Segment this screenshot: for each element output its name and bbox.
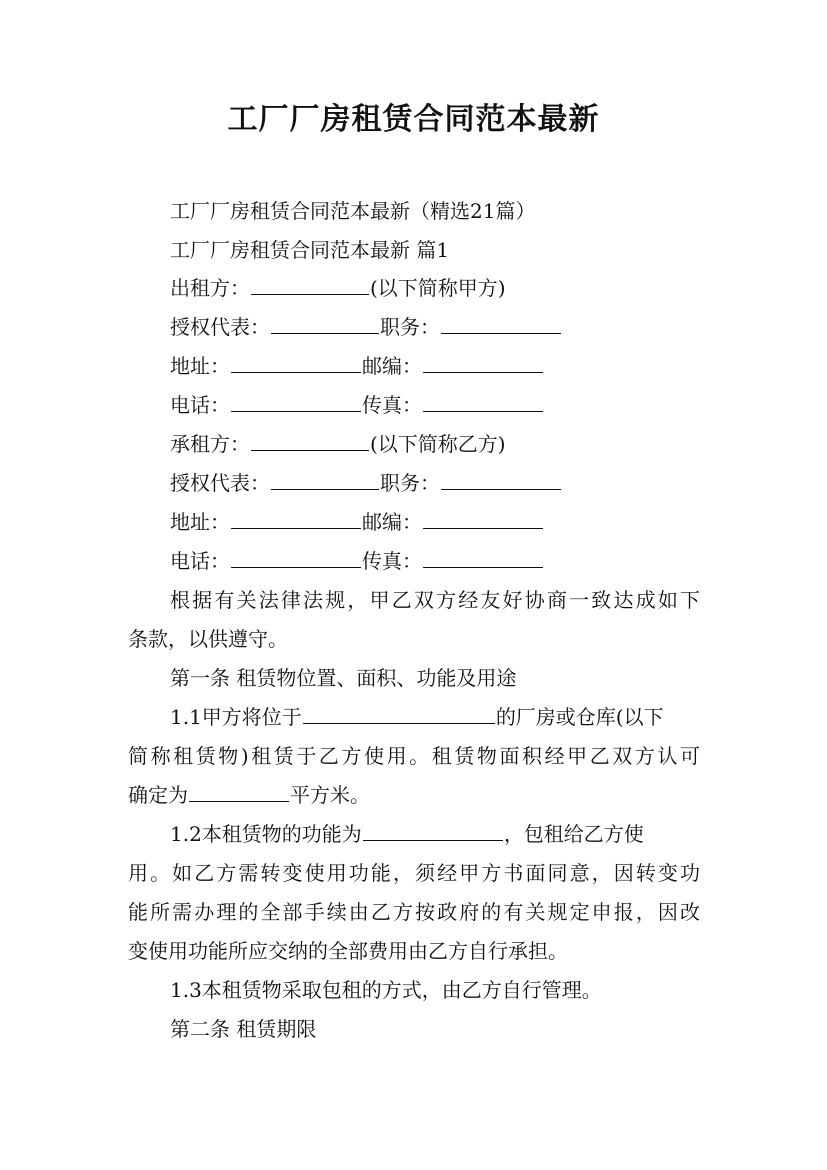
fax-label: 传真： (362, 393, 422, 417)
address-blank (231, 352, 361, 373)
lessor-rep-line (170, 312, 562, 342)
phone-label: 电话： (170, 549, 230, 573)
postcode-label: 邮编： (362, 354, 422, 378)
lessee-label: 承租方： (170, 432, 250, 456)
clause-1-2-line-2: 用。如乙方需转变使用功能，须经甲方书面同意，因转变功 (128, 861, 700, 885)
lessee-address-line (170, 507, 544, 537)
clause-1-1-text-b: 的厂房或仓库(以下 (495, 705, 664, 729)
lessee-blank (251, 430, 369, 451)
position-blank (441, 313, 561, 334)
auth-rep-blank (271, 313, 379, 334)
fax-blank (423, 547, 543, 568)
clause-1-2-text-b: ，包租给乙方使 (503, 822, 644, 846)
lessee-rep-line (170, 468, 562, 498)
clause2-heading: 第二条 租赁期限 (170, 1017, 317, 1041)
auth-rep-label: 授权代表： (170, 471, 270, 495)
address-label: 地址： (170, 510, 230, 534)
intro-line-1: 根据有关法律法规，甲乙双方经友好协商一致达成如下 (170, 588, 700, 612)
article-heading: 工厂厂房租赁合同范本最新 篇1 (170, 238, 450, 262)
postcode-blank (423, 508, 543, 529)
clause-1-1-text-a: 1.1甲方将位于 (170, 705, 302, 729)
function-blank (363, 820, 503, 841)
clause-1-1-text-c: 确定为 (128, 783, 188, 807)
clause-1-1-line-2: 简称租赁物)租赁于乙方使用。租赁物面积经甲乙双方认可 (128, 744, 700, 768)
clause-1-1-line-1 (170, 702, 664, 732)
auth-rep-label: 授权代表： (170, 315, 270, 339)
phone-blank (231, 547, 361, 568)
address-blank (231, 508, 361, 529)
clause-1-2-text-a: 1.2本租赁物的功能为 (170, 822, 362, 846)
location-blank (303, 703, 495, 724)
clause-1-1-text-d: 平方米。 (290, 783, 370, 807)
auth-rep-blank (271, 469, 379, 490)
position-label: 职务： (380, 315, 440, 339)
fax-blank (423, 391, 543, 412)
lessor-label: 出租方： (170, 276, 250, 300)
subtitle: 工厂厂房租赁合同范本最新（精选21篇） (170, 199, 536, 223)
lessor-blank (251, 274, 369, 295)
clause-1-3: 1.3本租赁物采取包租的方式，由乙方自行管理。 (170, 978, 602, 1002)
lessor-suffix: (以下简称甲方) (370, 276, 506, 300)
address-label: 地址： (170, 354, 230, 378)
position-label: 职务： (380, 471, 440, 495)
lessor-phone-line (170, 390, 544, 420)
area-blank (189, 781, 289, 802)
clause-1-2-line-4: 变使用功能所应交纳的全部费用由乙方自行承担。 (128, 939, 568, 963)
lessee-phone-line (170, 546, 544, 576)
lessee-suffix: (以下简称乙方) (370, 432, 506, 456)
intro-line-2: 条款，以供遵守。 (128, 627, 288, 651)
phone-blank (231, 391, 361, 412)
postcode-blank (423, 352, 543, 373)
lessor-line (170, 273, 506, 303)
clause-1-1-line-3 (128, 780, 370, 810)
position-blank (441, 469, 561, 490)
postcode-label: 邮编： (362, 510, 422, 534)
lessor-address-line (170, 351, 544, 381)
document-title: 工厂厂房租赁合同范本最新 (227, 102, 600, 137)
clause-1-2-line-3: 能所需办理的全部手续由乙方按政府的有关规定申报，因改 (128, 900, 700, 924)
clause-1-2-line-1 (170, 819, 644, 849)
clause1-heading: 第一条 租赁物位置、面积、功能及用途 (170, 666, 517, 690)
fax-label: 传真： (362, 549, 422, 573)
phone-label: 电话： (170, 393, 230, 417)
lessee-line (170, 429, 506, 459)
